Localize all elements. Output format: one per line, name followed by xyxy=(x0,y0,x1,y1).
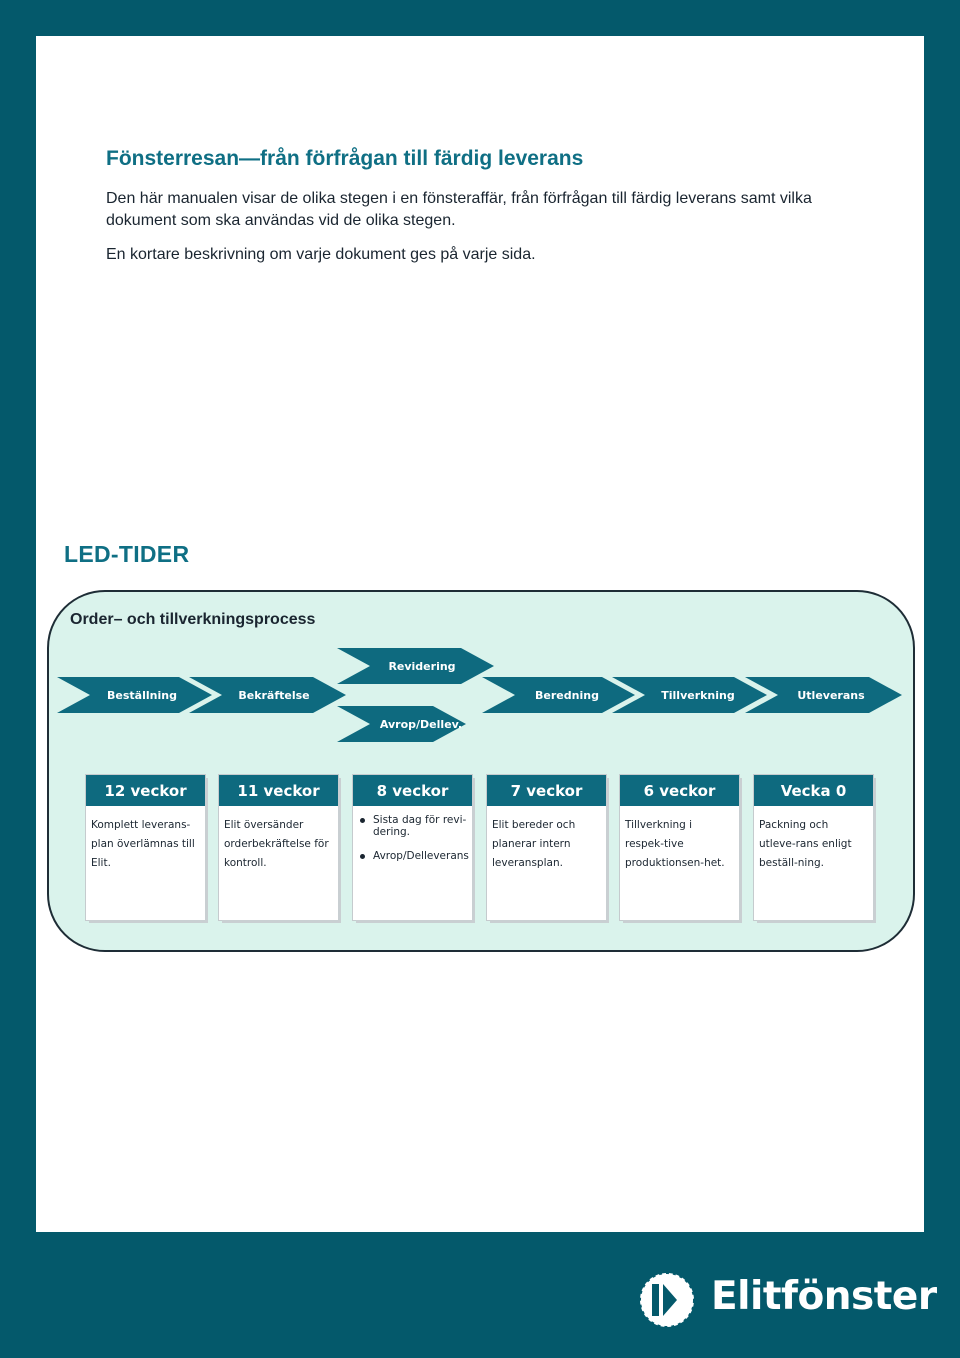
lead-times-heading: LED-TIDER xyxy=(64,541,190,567)
card-heading: 12 veckor xyxy=(86,775,205,806)
step-bestallning xyxy=(57,677,212,713)
lead-time-card xyxy=(487,775,606,920)
step-beredning-label: Beredning xyxy=(535,689,599,702)
lead-time-card xyxy=(86,775,205,920)
intro-paragraph: Den här manualen visar de olika stegen i en fönsteraffär, från förfrågan till färdig leverans samt vilka dokument som ska användas vid de olika stegen. xyxy=(106,190,812,229)
document-page xyxy=(36,36,924,1232)
card-heading: 8 veckor xyxy=(353,775,472,806)
card-text: Elit översänder orderbekräftelse för kontroll. xyxy=(224,819,329,869)
step-bekraftelse-label: Bekräftelse xyxy=(238,689,310,702)
step-bekraftelse xyxy=(189,677,346,713)
brand-name: Elitfönster xyxy=(711,1274,937,1319)
card-bullets xyxy=(353,806,472,862)
step-avrop xyxy=(337,706,466,742)
card-text: Tillverkning i respek-tive produktionsen-het. xyxy=(625,819,725,869)
step-tillverkning-label: Tillverkning xyxy=(661,689,735,702)
lead-time-card xyxy=(219,775,338,920)
lead-time-card xyxy=(620,775,739,920)
step-utleverans-label: Utleverans xyxy=(797,689,865,702)
card-heading: Vecka 0 xyxy=(754,775,873,806)
lead-time-card xyxy=(353,775,472,920)
card-heading: 11 veckor xyxy=(219,775,338,806)
step-tillverkning xyxy=(612,677,767,713)
step-beredning xyxy=(482,677,635,713)
card-heading: 7 veckor xyxy=(487,775,606,806)
step-revidering-label: Revidering xyxy=(388,660,456,673)
card-bullet-item: Avrop/Delleverans xyxy=(358,850,467,862)
card-heading: 6 veckor xyxy=(620,775,739,806)
intro-note: En kortare beskrivning om varje dokument ges på varje sida. xyxy=(106,246,536,263)
step-bestallning-label: Beställning xyxy=(107,689,177,702)
document-title: Fönsterresan—från förfrågan till färdig leverans xyxy=(106,147,584,170)
process-title: Order– och tillverkningsprocess xyxy=(70,611,316,628)
step-utleverans xyxy=(745,677,902,713)
lead-time-card xyxy=(754,775,873,920)
card-bullet-item: Sista dag för revi-dering. xyxy=(358,814,467,838)
card-text: Komplett leverans-plan överlämnas till Elit. xyxy=(91,819,195,869)
elitfonster-logo xyxy=(637,1270,937,1330)
step-avrop-label: Avrop/Dellev. xyxy=(379,718,463,731)
elit-emblem-icon xyxy=(637,1270,697,1330)
step-revidering xyxy=(337,648,494,684)
process-flow-diagram xyxy=(36,36,924,796)
card-text: Packning och utleve-rans enligt beställ-ning. xyxy=(759,819,852,869)
card-text: Elit bereder och planerar intern leveransplan. xyxy=(492,819,576,869)
